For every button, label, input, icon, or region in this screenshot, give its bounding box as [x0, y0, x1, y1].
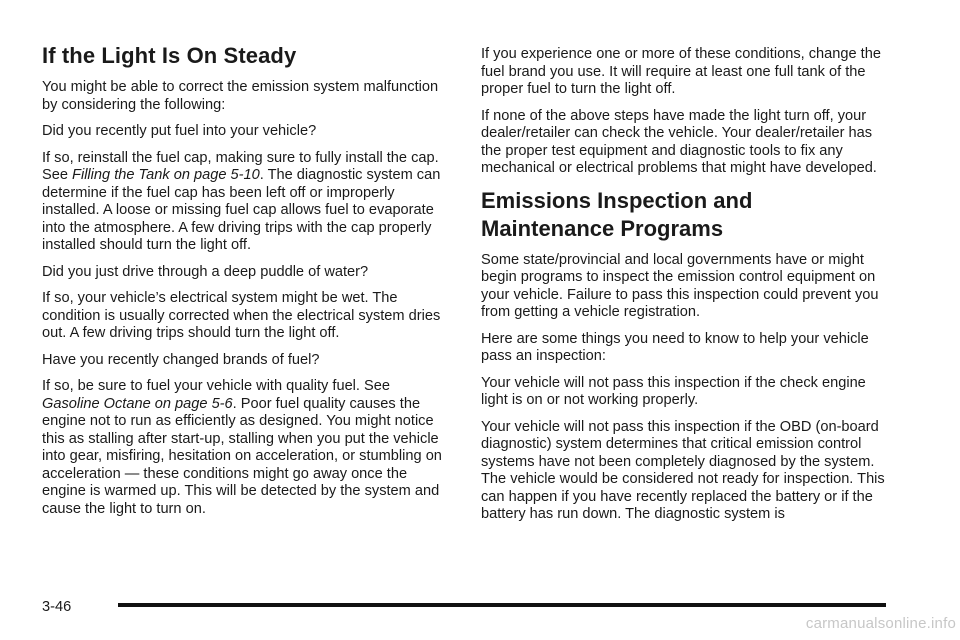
paragraph: Did you recently put fuel into your vehicle? [42, 123, 317, 139]
page-reference: Filling the Tank on page 5-10 [72, 167, 260, 183]
paragraph: You might be able to correct the emission system malfunction by considering the following: [42, 79, 439, 113]
paragraph: Some state/provincial and local governments have or might begin programs to inspect the emission control equipment on your vehicle. Failure to pass this inspection could prevent you from getting a vehicle registration. [481, 251, 879, 320]
right-column [481, 46, 891, 533]
paragraph: Your vehicle will not pass this inspection if the OBD (on-board diagnostic) system determines that critical emission control systems have not been completely diagnosed by the system. The vehicle would be considered not ready for inspection. This can happen if you have recently replaced the battery or if the battery has run down. The diagnostic system is [481, 418, 885, 522]
section-title: If the Light Is On Steady [42, 43, 297, 68]
paragraph: If none of the above steps have made the light turn off, your dealer/retailer can check the vehicle. Your dealer/retailer has the proper test equipment and diagnostic tools to fix any mechanical or electrical problems that might have developed. [481, 107, 877, 176]
text-span: . The diagnostic system can determine if the fuel cap has been left off or improperly installed. A loose or missing fuel cap allows fuel to evaporate into the atmosphere. A few driving trips with the cap properly installed should turn the light off. [42, 167, 441, 253]
paragraph: Your vehicle will not pass this inspection if the check engine light is on or not working properly. [481, 374, 866, 408]
section-heading: Emissions Inspection and Maintenance Programs [481, 187, 753, 241]
page-reference: Gasoline Octane on page 5-6 [42, 395, 233, 412]
paragraph: Here are some things you need to know to help your vehicle pass an inspection: [481, 330, 869, 364]
watermark: carmanualsonline.info [805, 615, 956, 632]
paragraph: If you experience one or more of these conditions, change the fuel brand you use. It will require at least one full tank of the proper fuel to turn the light off. [481, 46, 881, 97]
paragraph: If so, your vehicle’s electrical system might be wet. The condition is usually corrected when the electrical system dries out. A few driving trips should turn the light off. [42, 290, 441, 341]
footer-rule [118, 603, 886, 607]
page-number: 3-46 [42, 599, 72, 615]
paragraph: Have you recently changed brands of fuel? [42, 351, 320, 368]
text-span: If so, reinstall the fuel cap, making sure to fully install the cap. See [42, 149, 439, 183]
text-span: If so, be sure to fuel your vehicle with quality fuel. See [42, 378, 391, 394]
left-column [42, 42, 450, 527]
text-span: . Poor fuel quality causes the engine not to run as efficiently as designed. You might notice this as stalling after start-up, stalling when you put the vehicle into gear, misfiring, hesitation on acceleration, or stumbling on acceleration — these conditions might go away once the engine is warmed up. This will be detected by the system and cause the light to turn on. [42, 395, 442, 517]
paragraph: Did you just drive through a deep puddle of water? [42, 263, 369, 280]
paragraph [42, 150, 450, 255]
paragraph [42, 378, 450, 518]
